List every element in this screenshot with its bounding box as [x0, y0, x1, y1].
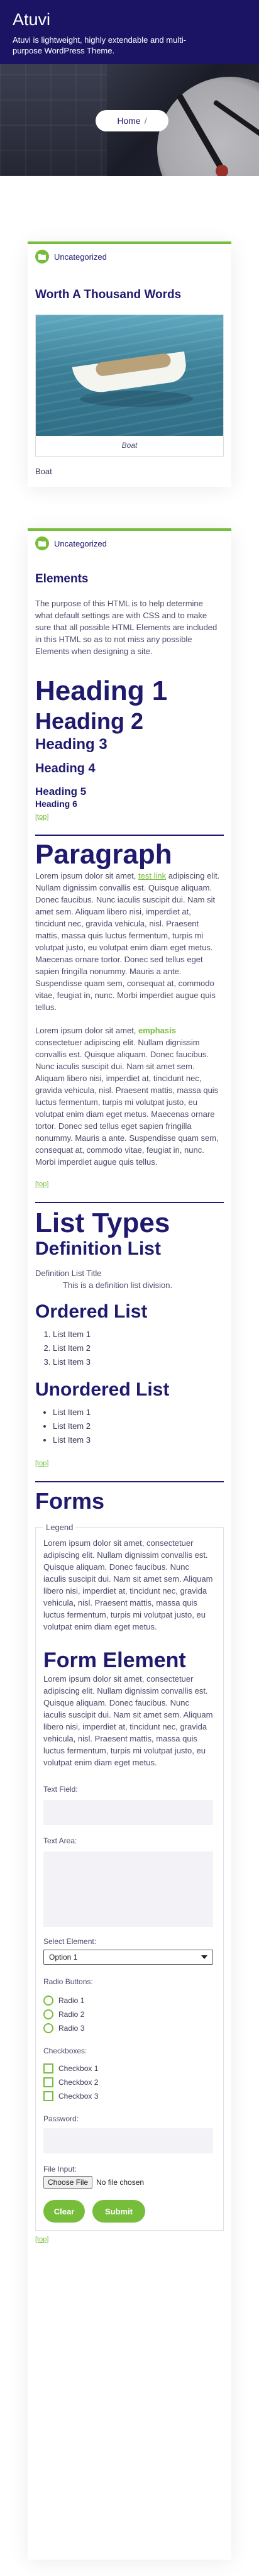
- top-link[interactable]: [top]: [35, 1180, 49, 1188]
- forms-heading: Forms: [35, 1488, 105, 1514]
- radio-group: [43, 1994, 216, 2035]
- form-actions: [43, 2200, 216, 2223]
- form-element-heading: Form Element: [43, 1648, 186, 1672]
- choose-file-button[interactable]: Choose File: [43, 2176, 92, 2189]
- post-card-elements: [28, 528, 231, 2560]
- post-card-boat: [28, 242, 231, 487]
- radio-icon[interactable]: [43, 2023, 53, 2033]
- paragraph-heading: Paragraph: [35, 839, 172, 870]
- emphasis-text: emphasis: [138, 1026, 176, 1035]
- category-badge[interactable]: [35, 249, 224, 264]
- select-label: Select Element:: [43, 1937, 97, 1946]
- site-title[interactable]: Atuvi: [13, 10, 51, 29]
- select-dropdown[interactable]: [43, 1950, 213, 1965]
- category-label: Uncategorized: [54, 252, 107, 262]
- text-area-label: Text Area:: [43, 1836, 77, 1845]
- category-label: Uncategorized: [54, 538, 107, 548]
- breadcrumb: [96, 110, 168, 131]
- select-value: Option 1: [49, 1953, 78, 1962]
- checkbox-group: [43, 2062, 216, 2103]
- top-link[interactable]: [top]: [35, 2236, 49, 2243]
- checkbox-icon[interactable]: [43, 2063, 53, 2074]
- radio-buttons-label: Radio Buttons:: [43, 1977, 93, 1986]
- hero-banner: [0, 64, 259, 176]
- heading-3: Heading 3: [35, 736, 107, 753]
- boat-image: [36, 315, 223, 436]
- post-title[interactable]: Worth A Thousand Words: [35, 288, 182, 301]
- list-item: • List Item 3: [53, 1433, 224, 1447]
- chevron-down-icon: [201, 1955, 207, 1959]
- checkbox-option[interactable]: Checkbox 3: [43, 2089, 216, 2103]
- password-input[interactable]: [43, 2128, 213, 2153]
- test-link[interactable]: test link: [138, 871, 167, 880]
- radio-option[interactable]: Radio 2: [43, 2007, 216, 2021]
- fieldset-legend: Legend: [46, 1523, 74, 1532]
- checkbox-icon[interactable]: [43, 2077, 53, 2087]
- form-fieldset: [35, 1521, 224, 2231]
- site-description: Atuvi is lightweight, highly extendable and multi-purpose WordPress Theme.: [13, 35, 187, 55]
- definition-description: This is a definition list division.: [63, 1280, 173, 1290]
- text-area-input[interactable]: [43, 1852, 213, 1927]
- ordered-list: [35, 1328, 224, 1369]
- boat-figure: [35, 314, 224, 457]
- radio-icon[interactable]: [43, 2009, 53, 2019]
- checkboxes-label: Checkboxes:: [43, 2046, 87, 2055]
- breadcrumb-separator: /: [144, 116, 147, 126]
- checkbox-option[interactable]: Checkbox 1: [43, 2062, 216, 2075]
- legend-text: Lorem ipsum dolor sit amet, consectetuer adipiscing elit. Nullam dignissim convallis est. Quisque aliquam. Donec faucibus. Nunc iaculis suscipit dui. Nam sit amet sem. Aliquam libero nisi, imperdiet at, tincidunt nec, gravida vehicula, nisl. Praesent mattis, massa quis luctus fermentum, turpis mi volutpat justo, eu volutpat enim diam eget metus.: [43, 1538, 213, 1631]
- top-link[interactable]: [top]: [35, 813, 49, 821]
- definition-list: [35, 1267, 224, 1291]
- password-label: Password:: [43, 2114, 79, 2123]
- list-item: 2. List Item 2: [53, 1341, 224, 1355]
- definition-list-heading: Definition List: [35, 1238, 161, 1259]
- headings-section: [35, 675, 224, 821]
- figure-caption: Boat: [121, 441, 138, 450]
- breadcrumb-home-link[interactable]: Home: [117, 116, 141, 126]
- post-text: Boat: [35, 467, 52, 476]
- list-item: 3. List Item 3: [53, 1355, 224, 1369]
- text-field-label: Text Field:: [43, 1785, 78, 1794]
- paragraph-text: Lorem ipsum dolor sit amet, emphasis consectetuer adipiscing elit. Nullam dignissim convallis est. Quisque aliquam. Donec faucibus. Nunc iaculis suscipit dui. Nam sit amet sem. Aliquam libero nisi, imperdiet at, tincidunt nec, gravida vehicula, nisl. Praesent mattis, massa quis luctus fermentum, turpis mi volutpat justo, eu volutpat enim diam eget metus. Maecenas ornare tortor. Donec sed tellus eget sapien fringilla nonummy. Mauris a ante. Suspendisse quam sem, consequat at, commodo vitae, feugiat in, nunc. Morbi imperdiet augue quis tellus.: [35, 1026, 219, 1167]
- unordered-list: [35, 1406, 224, 1447]
- ordered-list-heading: Ordered List: [35, 1301, 148, 1322]
- checkbox-icon[interactable]: [43, 2091, 53, 2101]
- radio-option[interactable]: Radio 3: [43, 2021, 216, 2035]
- unordered-list-heading: Unordered List: [35, 1379, 170, 1400]
- post-title[interactable]: Elements: [35, 572, 89, 586]
- top-link[interactable]: [top]: [35, 1460, 49, 1467]
- list-item: • List Item 2: [53, 1419, 224, 1433]
- folder-icon: [35, 250, 49, 264]
- submit-button[interactable]: Submit: [92, 2200, 145, 2223]
- radio-icon[interactable]: [43, 1996, 53, 2006]
- heading-5: Heading 5: [35, 786, 87, 797]
- file-input-label: File Input:: [43, 2165, 77, 2174]
- form-element-text: Lorem ipsum dolor sit amet, consectetuer adipiscing elit. Nullam dignissim convallis est. Quisque aliquam. Donec faucibus. Nunc iaculis suscipit dui. Nam sit amet sem. Aliquam libero nisi, imperdiet at, tincidunt nec, gravida vehicula, nisl. Praesent mattis, massa quis luctus fermentum, turpis mi volutpat justo, eu volutpat enim diam eget metus.: [43, 1674, 213, 1767]
- list-types-heading: List Types: [35, 1208, 170, 1238]
- folder-icon: [35, 536, 49, 550]
- list-item: 1. List Item 1: [53, 1328, 224, 1341]
- text-field-input[interactable]: [43, 1800, 213, 1825]
- category-badge[interactable]: [35, 536, 224, 551]
- heading-6: Heading 6: [35, 799, 77, 809]
- list-item: • List Item 1: [53, 1406, 224, 1419]
- intro-text: The purpose of this HTML is to help determine what default settings are with CSS and to make sure that all possible HTML Elements are included in this HTML so as to not miss any possible Elements when designing a site.: [35, 599, 218, 656]
- heading-1: Heading 1: [35, 675, 168, 706]
- heading-2: Heading 2: [35, 708, 144, 734]
- checkbox-option[interactable]: Checkbox 2: [43, 2075, 216, 2089]
- file-status: No file chosen: [96, 2178, 145, 2187]
- file-input[interactable]: [43, 2176, 216, 2189]
- radio-option[interactable]: Radio 1: [43, 1994, 216, 2007]
- clear-button[interactable]: Clear: [43, 2200, 85, 2223]
- heading-4: Heading 4: [35, 762, 96, 775]
- definition-term: Definition List Title: [35, 1269, 102, 1278]
- site-header: [0, 0, 259, 64]
- paragraph-text: Lorem ipsum dolor sit amet, test link adipiscing elit. Nullam dignissim convallis est. Quisque aliquam. Donec faucibus. Nunc iaculis suscipit dui. Nam sit amet sem. Aliquam libero nisi, imperdiet at, tincidunt nec, gravida vehicula, nisl. Praesent mattis, massa quis luctus fermentum, turpis mi volutpat justo, eu volutpat enim diam eget metus. Maecenas ornare tortor. Donec sed tellus eget sapien fringilla nonummy. Mauris a ante. Suspendisse quam sem, consequat at, commodo vitae, feugiat in, nunc. Morbi imperdiet augue quis tellus.: [35, 871, 220, 1012]
